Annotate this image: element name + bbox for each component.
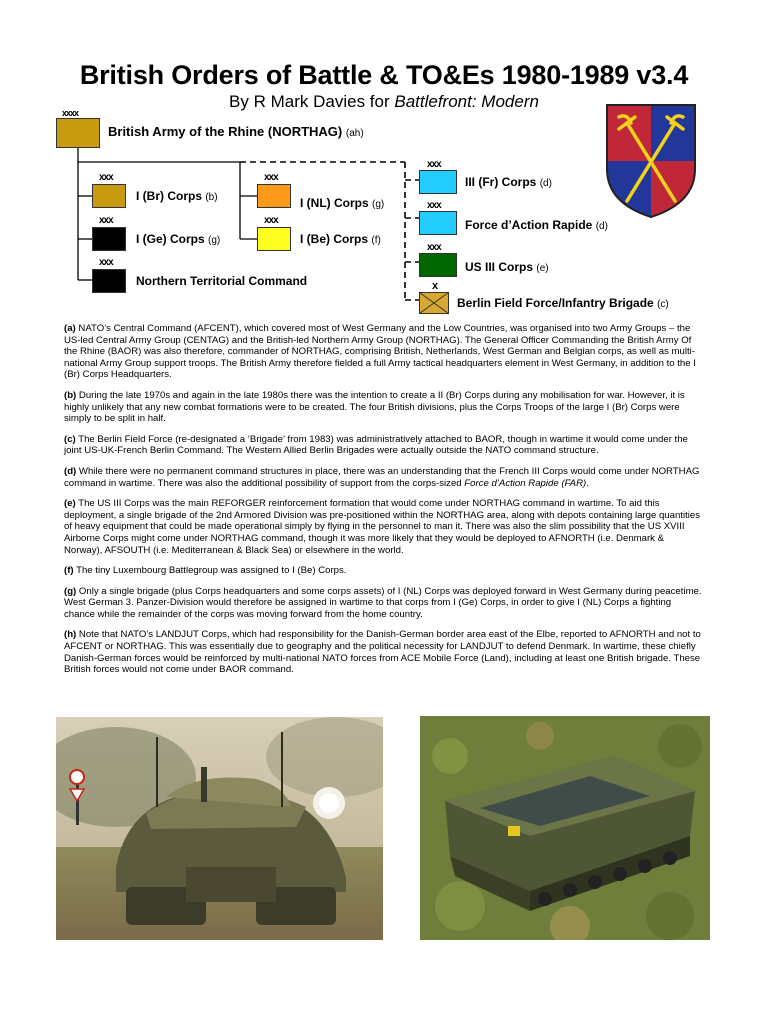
corps-echelon-icon: xxx bbox=[99, 172, 113, 183]
be-corps-name: I (Be) Corps bbox=[300, 232, 369, 246]
ntc-label: Northern Territorial Command bbox=[136, 274, 308, 288]
page-title: British Orders of Battle & TO&Es 1980-1989 v3.4 bbox=[79, 60, 689, 90]
corps-echelon-icon: xxx bbox=[99, 257, 113, 268]
far-unit-symbol bbox=[419, 211, 457, 235]
be-corps-label bbox=[300, 232, 381, 246]
note-tag: (f) bbox=[64, 565, 74, 577]
note-tag: (c) bbox=[64, 433, 76, 445]
note-text: During the late 1970s and again in the late 1980s there was the intention to create a II (Br) Corps during any mobilisation for war. However, it is highly unlikely that any new combat formations were to be created. The four British divisions, plus the Corps Troops of the large I (Br) Corps were simply to be split in half. bbox=[64, 389, 685, 425]
note-c bbox=[64, 434, 704, 457]
note-text: The tiny Luxembourg Battlegroup was assigned to I (Be) Corps. bbox=[73, 565, 347, 577]
baor-note-ref: (ah) bbox=[345, 128, 364, 139]
corps-echelon-icon: xxx bbox=[427, 200, 441, 211]
nl-corps-note-ref: (g) bbox=[372, 199, 385, 210]
be-corps-note-ref: (f) bbox=[371, 235, 381, 246]
far-note-ref: (d) bbox=[595, 221, 608, 232]
ge-corps-unit-symbol bbox=[92, 227, 126, 251]
ge-corps-name: I (Ge) Corps bbox=[136, 232, 205, 246]
br-corps-name: I (Br) Corps bbox=[136, 189, 202, 203]
baor-name: British Army of the Rhine (NORTHAG) bbox=[108, 124, 343, 139]
note-tag: (h) bbox=[64, 629, 77, 641]
note-italic: Force d’Action Rapide (FAR) bbox=[464, 477, 587, 489]
fr-corps-unit-symbol bbox=[419, 170, 457, 194]
corps-echelon-icon: xxx bbox=[427, 242, 441, 253]
note-f bbox=[64, 565, 704, 577]
apc-model-photo bbox=[420, 716, 710, 940]
tank-photo bbox=[56, 717, 383, 940]
note-text: Only a single brigade (plus Corps headquarters and some corps assets) of I (NL) Corps was deployed forward in West Germany during peacetime. West German 3. Panzer-Division would therefore be assigned in wartime to that corps from I (Ge) Corps, in order to give I (NL) Corps a fighting chance while the remainder of the corps was moving forward from the home country. bbox=[64, 585, 702, 620]
footnotes bbox=[64, 323, 704, 685]
us-corps-note-ref: (e) bbox=[536, 263, 549, 274]
us-corps-unit-symbol bbox=[419, 253, 457, 277]
br-corps-unit-symbol bbox=[92, 184, 126, 208]
fr-corps-name: III (Fr) Corps bbox=[465, 175, 537, 189]
corps-echelon-icon: xxx bbox=[99, 215, 113, 226]
note-g bbox=[64, 586, 704, 621]
note-text: Note that NATO’s LANDJUT Corps, which had responsibility for the Danish-German border area east of the Elbe, reported to AFNORTH and not to AFCENT or NORTHAG. This was essentially due to geography and the political necessity for LANDJUT to defend Denmark. In wartime, these chiefly Danish-German forces would be reinforced by multi-national NATO forces from ACE Mobile Force (Land), including at least one British brigade. These British forces would not come under BAOR command. bbox=[64, 629, 701, 676]
nl-corps-name: I (NL) Corps bbox=[300, 196, 369, 210]
note-text: NATO’s Central Command (AFCENT), which covered most of West Germany and the Low Countries, was organised into two Army Groups – the US-led Central Army Group (CENTAG) and the British-led Northern Army Group (NORTHAG). The General Officer Commanding the British Army Of the Rhine (BAOR) was also therefore, commander of NORTHAG, comprising British, Netherlands, West German and Belgian corps, as well as multi-national Army Group support troops. The British Army therefore fielded a full Army tactical headquarters element in West Germany, in addition to the I (Br) Corps Headquarters. bbox=[64, 323, 696, 381]
note-text: While there were no permanent command structures in place, there was an understanding that the French III Corps would come under NORTHAG command in wartime. There was also the additional possibility of support from the corps-sized bbox=[64, 465, 700, 489]
brigade-echelon-icon: x bbox=[432, 280, 438, 292]
nl-corps-unit-symbol bbox=[257, 184, 291, 208]
note-tag: (g) bbox=[64, 585, 77, 597]
note-text: The Berlin Field Force (re-designated a ‘Brigade’ from 1983) was administratively attached to BAOR, though in wartime it would come under the joint US-UK-French Berlin Command. The Western Allied Berlin Brigades were actually outside the NATO command structure. bbox=[64, 433, 688, 457]
corps-echelon-icon: xxx bbox=[264, 172, 278, 183]
note-b bbox=[64, 390, 704, 425]
note-h bbox=[64, 629, 704, 675]
far-name: Force d’Action Rapide bbox=[465, 218, 593, 232]
berlin-note-ref: (c) bbox=[657, 299, 669, 310]
note-tag: (d) bbox=[64, 465, 77, 477]
far-label bbox=[465, 218, 608, 232]
subtitle-author: By R Mark Davies for bbox=[229, 92, 395, 111]
us-corps-label bbox=[465, 260, 549, 274]
note-a bbox=[64, 323, 704, 381]
fr-corps-label bbox=[465, 175, 552, 189]
baor-label bbox=[108, 124, 364, 139]
note-text: The US III Corps was the main REFORGER reinforcement formation that would come under NORTHAG command in wartime. To aid this deployment, a single brigade of the 2nd Armored Division was pre-positioned within the NORTHAG area, along with depots containing large quantities of heavy equipment that could be made operational simply by flying in the personnel to man it. There was also the slim possibility that the US XVIII Airborne Corps might come under NORTHAG command, though it was more likely that they would be deployed to AFNORTH (i.e. Denmark & Norway), AFSOUTH (i.e. Mediterranean & Black Sea) or elsewhere in the world. bbox=[64, 498, 701, 556]
berlin-name: Berlin Field Force/Infantry Brigade bbox=[457, 296, 654, 310]
subtitle-publication: Battlefront: Modern bbox=[394, 92, 539, 111]
note-tag: (e) bbox=[64, 498, 76, 510]
ge-corps-note-ref: (g) bbox=[208, 235, 221, 246]
note-tag: (b) bbox=[64, 389, 77, 401]
note-tag: (a) bbox=[64, 323, 76, 334]
berlin-label bbox=[457, 296, 669, 310]
nl-corps-label bbox=[300, 196, 384, 210]
br-corps-note-ref: (b) bbox=[205, 192, 218, 203]
army-group-echelon-icon: xxxx bbox=[62, 108, 79, 118]
corps-echelon-icon: xxx bbox=[264, 215, 278, 226]
note-e bbox=[64, 498, 704, 556]
baor-unit-symbol bbox=[56, 118, 100, 148]
fr-corps-note-ref: (d) bbox=[539, 178, 552, 189]
br-corps-label bbox=[136, 189, 218, 203]
corps-echelon-icon: xxx bbox=[427, 159, 441, 170]
berlin-unit-symbol bbox=[419, 292, 449, 314]
be-corps-unit-symbol bbox=[257, 227, 291, 251]
us-corps-name: US III Corps bbox=[465, 260, 534, 274]
note-tail: . bbox=[586, 477, 589, 489]
ntc-unit-symbol bbox=[92, 269, 126, 293]
note-d bbox=[64, 466, 704, 489]
ge-corps-label bbox=[136, 232, 220, 246]
